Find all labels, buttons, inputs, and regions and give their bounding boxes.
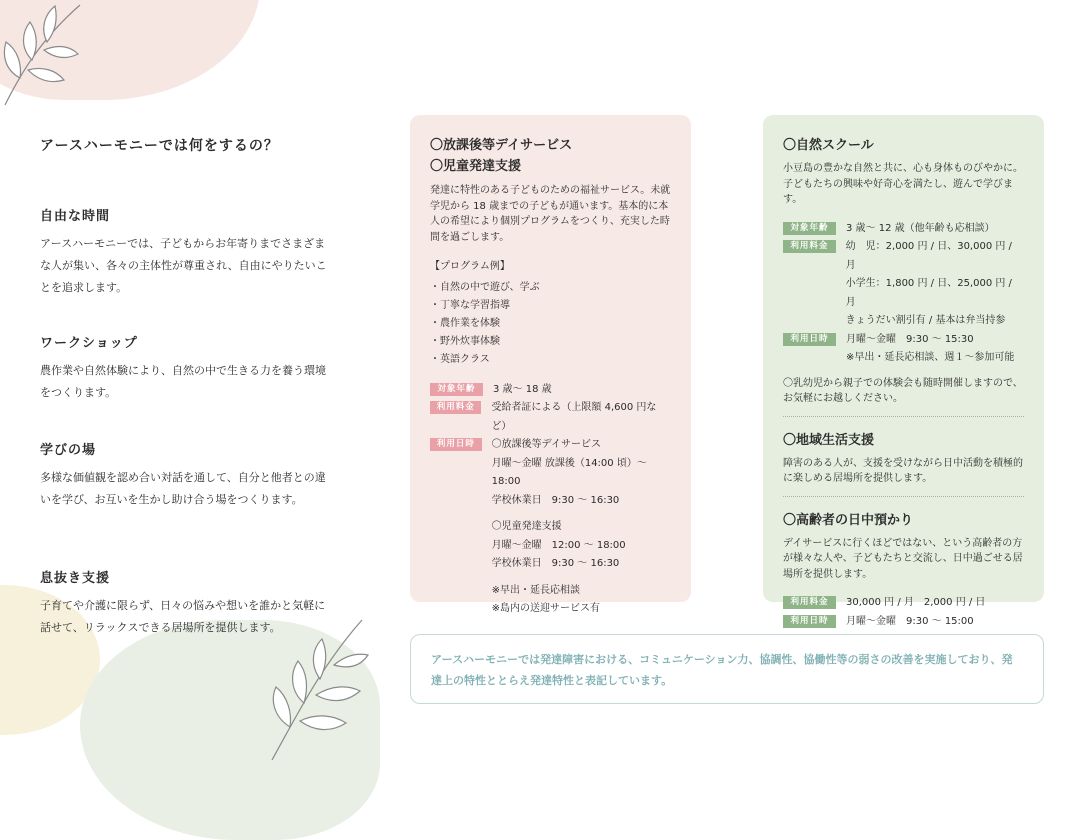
schedule-row — [783, 331, 1024, 368]
schedule-block — [492, 436, 671, 619]
card-title: 〇自然スクール — [783, 138, 874, 153]
card-title: 〇放課後等デイサービス — [430, 138, 573, 153]
section-respite — [40, 567, 330, 639]
schedule-line: 月曜～金曜 12:00 ～ 18:00 — [491, 539, 626, 551]
schedule-title: 〇児童発達支援 — [491, 521, 562, 532]
fee-line: 小学生：1,800 円 / 日、25,000 円 / 月 — [845, 278, 1012, 308]
fee-value: 受給者証による（上限額 4,600 円など） — [491, 402, 657, 432]
card-description: 障害のある人が、支援を受けながら日中活動を積極的に楽しめる居場所を提供します。 — [783, 457, 1023, 484]
schedule-line: 学校休業日 9:30 ～ 16:30 — [491, 558, 620, 569]
fee-row — [783, 238, 1024, 331]
fee-row — [783, 594, 1024, 613]
schedule-row — [783, 613, 1024, 632]
program-item: ・自然の中で遊び、学ぶ — [430, 281, 540, 293]
schedule-title: 〇放課後等デイサービス — [491, 439, 601, 450]
fee-line: 幼 児：2,000 円 / 日、30,000 円 / 月 — [845, 241, 1012, 271]
section-learning — [40, 439, 330, 511]
section-body: アースハーモニーでは、子どもからお年寄りまでさまざまな人が集い、各々の主体性が尊重され、自由にやりたいことを追求します。 — [40, 237, 327, 294]
schedule-note: ※早出・延長応相談、週１～参加可能 — [846, 352, 1015, 363]
age-tag: 対象年齢 — [783, 222, 836, 235]
program-item: ・野外炊事体験 — [430, 335, 500, 347]
schedule-block — [846, 331, 1014, 368]
section-heading: 自由な時間 — [40, 209, 111, 224]
section-workshop — [40, 332, 330, 404]
card-nature-school — [763, 115, 1044, 627]
fee-tag: 利用料金 — [430, 401, 481, 414]
schedule-note: ※早出・延長応相談 — [491, 584, 581, 596]
fee-tag: 利用料金 — [783, 596, 836, 609]
schedule-note: ※島内の送迎サービス有 — [491, 603, 601, 614]
program-item: ・丁寧な学習指導 — [430, 299, 510, 311]
fee-block — [846, 238, 1024, 331]
schedule-tag: 利用日時 — [430, 438, 482, 451]
section-body: 多様な価値観を認め合い対話を通して、自分と他者との違いを学び、お互いを生かし助け合う場をつくります。 — [40, 471, 326, 506]
section-heading: 学びの場 — [40, 443, 97, 458]
card-title: 〇高齢者の日中預かり — [783, 512, 914, 528]
age-value: 3 歳～ 12 歳（他年齢も応相談） — [846, 222, 995, 234]
card-description: デイサービスに行くほどではない、という高齢者の方が様々な人や、子どもたちと交流し、日中過ごせる居場所を提供します。 — [783, 537, 1023, 580]
program-list — [430, 279, 671, 369]
schedule-line: 月曜～金曜 9:30 ～ 15:30 — [846, 333, 974, 345]
schedule-value: 月曜～金曜 9:30 ～ 15:00 — [846, 615, 974, 627]
section-divider — [783, 416, 1024, 417]
schedule-tag: 利用日時 — [783, 615, 836, 628]
age-row — [783, 220, 1024, 239]
section-divider — [783, 496, 1024, 497]
schedule-tag: 利用日時 — [783, 333, 836, 346]
program-item: ・農作業を体験 — [430, 317, 500, 329]
section-heading: ワークショップ — [40, 336, 138, 351]
fee-line: きょうだい割引有 / 基本は弁当持参 — [845, 315, 1006, 326]
section-free-time — [40, 205, 330, 299]
card-title: 〇児童発達支援 — [430, 159, 522, 174]
card-description: 小豆島の豊かな自然と共に、心も身体ものびやかに。子どもたちの興味や好奇心を満たし、遊んで学びます。 — [783, 163, 1023, 205]
nature-note: 〇乳幼児から親子での体験会も随時開催しますので、お気軽にお越しください。 — [783, 377, 1023, 404]
card-title: 〇地域生活支援 — [783, 432, 875, 448]
card-day-service — [410, 115, 691, 614]
leaf-branch-top-icon — [0, 0, 90, 110]
schedule-row — [430, 436, 671, 619]
program-item: ・英語クラス — [430, 353, 490, 365]
section-heading: 息抜き支援 — [40, 571, 111, 586]
footer-note: アースハーモニーでは発達障害における、コミュニケーション力、協調性、協働性等の弱さの改善を実施しており、発達上の特性ととらえ発達特性と表記しています。 — [410, 634, 1044, 704]
section-body: 農作業や自然体験により、自然の中で生きる力を養う環境をつくります。 — [40, 364, 326, 399]
schedule-line: 学校休業日 9:30 ～ 16:30 — [491, 494, 620, 506]
page-title: アースハーモニーでは何をするの？ — [40, 138, 279, 154]
age-value: 3 歳～ 18 歳 — [493, 383, 552, 395]
program-heading: 【プログラム例】 — [430, 261, 510, 272]
fee-row — [430, 399, 671, 436]
fee-value: 30,000 円 / 月 2,000 円 / 日 — [846, 597, 986, 608]
card-description: 発達に特性のある子どものための福祉サービス。未就学児から 18 歳までの子どもが通います。基本的に本人の希望により個別プログラムをつくり、充実した時間を過ごします。 — [430, 185, 671, 243]
age-row — [430, 381, 671, 400]
age-tag: 対象年齢 — [430, 383, 483, 396]
schedule-line: 月曜～金曜 放課後（14:00 頃）～18:00 — [491, 457, 647, 487]
fee-tag: 利用料金 — [783, 240, 836, 253]
section-body: 子育てや介護に限らず、日々の悩みや想いを誰かと気軽に話せて、リラックスできる居場所を提供します。 — [40, 599, 326, 634]
